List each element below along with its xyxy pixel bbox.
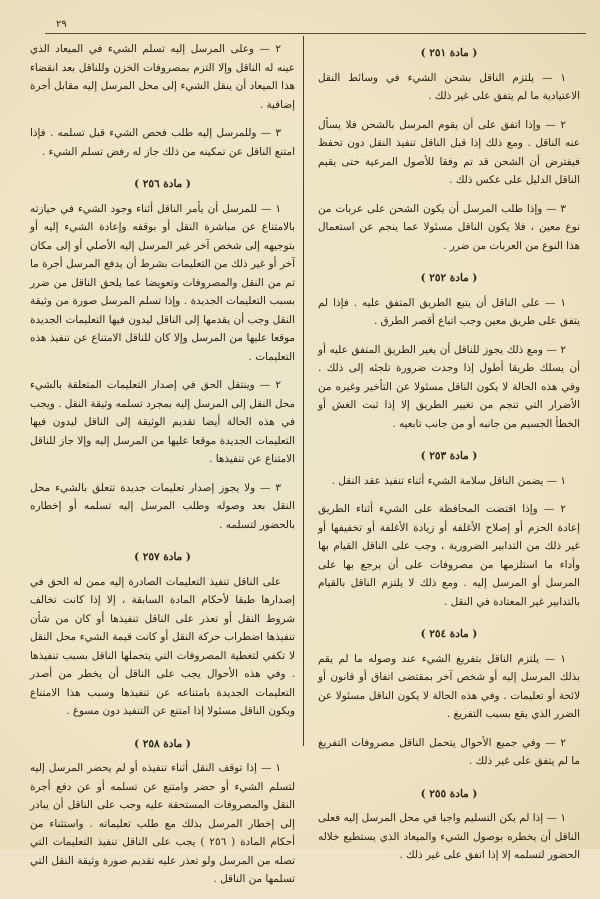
article-paragraph: ٣ — ولا يجوز إصدار تعليمات جديدة تتعلق بالشيء محل النقل بعد وصوله وطلب المرسل إليه تسلمه أو إخطاره بالحضور لتسلمه . bbox=[30, 481, 295, 531]
article-paragraph: ٢ — وينتقل الحق في إصدار التعليمات المتعلقة بالشيء محل النقل إلى المرسل إليه بمجرد تسلمه وثيقة النقل . ويجب في هذه الحالة أيضا تقديم الوثيقة إلى الناقل ليدون فيها التعليمات الجديدة موقعا عليها من المرسل إليه وإلا جاز للناقل الامتناع عن تنفيذها . bbox=[30, 379, 295, 465]
article-heading: ( مادة ٢٥٣ ) bbox=[420, 450, 478, 462]
article-paragraph: على الناقل تنفيذ التعليمات الصادرة إليه ممن له الحق في إصدارها طبقا لأحكام المادة السابقة ، إلا إذا كانت تخالف شروط النقل أو تعذر على الناقل تنفيذها أو كان من شأن تنفيذها اضطراب حركة النقل أو كانت قيمة الشيء محل النقل لا تكفي لتغطية المصروفات التي يتحملها الناقل بسبب تنفيذها . وفي هذه الأحوال يجب على الناقل أن يخطر من أصدر التعليمات الجديدة بامتناعه عن تنفيذها وسبب هذا الامتناع ويكون الناقل مسئولا إذا امتنع عن التنفيذ دون مسوغ . bbox=[30, 575, 295, 717]
article-paragraph: ١ — يلتزم الناقل بشحن الشيء في وسائط النقل الاعتيادية ما لم يتفق على غير ذلك . bbox=[318, 71, 580, 102]
article-paragraph: ١ — إذا لم يكن التسليم واجبا في محل المرسل إليه فعلى الناقل أن يخطره بوصول الشيء والميعاد الذي يستطيع خلاله الحضور لتسلمه إلا إذا اتفق على غير ذلك . bbox=[318, 812, 580, 861]
article-paragraph: ٢ — وفي جميع الأحوال يتحمل الناقل مصروفات التفريغ ما لم يتفق على غير ذلك . bbox=[318, 736, 580, 767]
right-column bbox=[318, 40, 580, 875]
article-heading: ( مادة ٢٥٨ ) bbox=[134, 737, 191, 750]
column-divider bbox=[303, 36, 304, 746]
article-paragraph: ١ — يلتزم الناقل بتفريغ الشيء عند وصوله ما لم يقم بذلك المرسل إليه أو شخص آخر بمقتضى اتفاق أو قانون أو لائحة أو تعليمات . وفي هذه الحالة لا يكون الناقل مسئولا عن الضرر الذي يقع بسبب التفريغ . bbox=[318, 652, 580, 720]
article-heading: ( مادة ٢٥٤ ) bbox=[420, 628, 478, 640]
page-number: ٢٩ bbox=[56, 19, 67, 30]
article-heading: ( مادة ٢٥٧ ) bbox=[134, 551, 191, 563]
article-paragraph: ١ — على الناقل أن يتبع الطريق المتفق عليه . فإذا لم يتفق على طريق معين وجب اتباع أقصر الطرق . bbox=[318, 296, 580, 327]
article-paragraph: ١ — إذا توقف النقل أثناء تنفيذه أو لم يحضر المرسل إليه لتسلم الشيء أو حضر وامتنع عن تسلمه أو عن دفع أجرة النقل والمصروفات المستحقة عليه وجب على الناقل أن يبادر إلى إخطار المرسل بذلك مع طلب تعليماته . واستثناء من أحكام المادة ( ٢٥٦ ) يجب على الناقل تنفيذ التعليمات التي تصله من المرسل ولو تعذر عليه تقديم صورة وثيقة النقل التي تسلمها من الناقل . bbox=[30, 762, 295, 885]
article-paragraph: ٢ — وعلى المرسل إليه تسلم الشيء في الميعاد الذي عينه له الناقل وإلا التزم بمصروفات الخزن وللناقل بعد انقضاء هذا الميعاد أن ينقل الشيء إلى محل المرسل إليه مقابل أجرة إضافية . bbox=[30, 43, 295, 111]
article-paragraph: ١ — للمرسل أن يأمر الناقل أثناء وجود الشيء في حيازته بالامتناع عن مباشرة النقل أو بوقفه وإعادة الشيء إليه أو بتوجيهه إلى شخص آخر غير المرسل إليه الأصلي أو إلى مكان آخر أو غير ذلك من التعليمات بشرط أن يدفع المرسل أجرة ما تم من النقل والمصروفات وتعويضا عما يلحق الناقل من ضرر بسبب التعليمات الجديدة . وإذا تسلم المرسل صورة من وثيقة النقل وجب أن يقدمها إلى الناقل ليدون فيها التعليمات الجديدة موقعا عليها من المرسل وإلا كان للناقل الامتناع عن تنفيذ هذه التعليمات . bbox=[30, 202, 295, 363]
left-column bbox=[30, 40, 295, 899]
header-rule bbox=[45, 33, 586, 34]
article-paragraph: ١ — يضمن الناقل سلامة الشيء أثناء تنفيذ عقد النقل . bbox=[331, 474, 566, 487]
article-heading: ( مادة ٢٥٢ ) bbox=[420, 272, 478, 284]
article-heading: ( مادة ٢٥٦ ) bbox=[134, 178, 191, 190]
article-paragraph: ٢ — وإذا اتفق على أن يقوم المرسل بالشحن فلا يسأل عنه الناقل . ومع ذلك إذا قبل الناقل تنفيذ النقل دون تحفظ فيفترض أن الشحن قد تم وفقا للأصول المرعية حتى يقيم الناقل الدليل على عكس ذلك . bbox=[318, 118, 580, 186]
article-heading: ( مادة ٢٥١ ) bbox=[420, 47, 478, 59]
article-paragraph: ٣ — وللمرسل إليه طلب فحص الشيء قبل تسلمه . فإذا امتنع الناقل عن تمكينه من ذلك جاز له رفض تسلم الشيء . bbox=[30, 127, 295, 158]
article-paragraph: ٢ — وإذا اقتضت المحافظة على الشيء أثناء الطريق إعادة الحزم أو إصلاح الأغلفة أو زيادة الأغلفة أو تخفيفها أو غير ذلك من التدابير الضرورية ، وجب على الناقل القيام بها وأداء ما استلزمها من مصروفات على أن يرجع بها على المرسل أو المرسل إليه . ومع ذلك لا يلتزم الناقل بالقيام بالتدابير غير المعتادة في النقل . bbox=[318, 503, 580, 608]
article-paragraph: ٢ — ومع ذلك يجوز للناقل أن يغير الطريق المتفق عليه أو أن يسلك طريقا أطول إذا وجدت ضرورة تلجئه إلى ذلك . وفي هذه الحالة لا يكون الناقل مسئولا عن التأخير وغيره من الأضرار التي تنجم من تغيير الطريق إلا إذا ثبت الغش أو الخطأ الجسيم من جانبه أو من جانب تابعيه . bbox=[318, 343, 580, 430]
article-heading: ( مادة ٢٥٥ ) bbox=[420, 787, 478, 800]
article-paragraph: ٣ — وإذا طلب المرسل أن يكون الشحن على عربات من نوع معين ، فلا يكون الناقل مسئولا عما ينجم عن استعمال هذا النوع من العربات من ضرر . bbox=[318, 202, 580, 252]
